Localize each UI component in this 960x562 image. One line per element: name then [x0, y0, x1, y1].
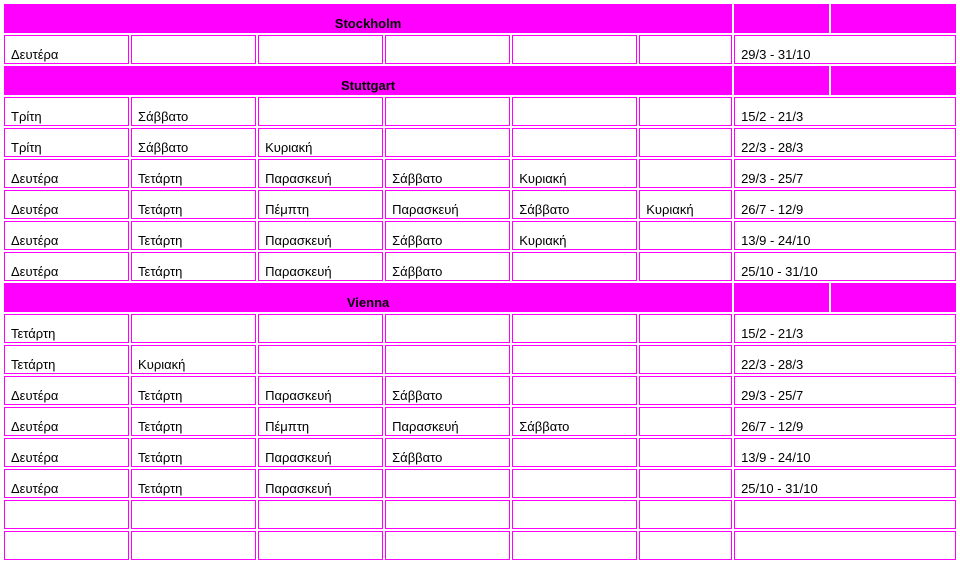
day-cell: Τετάρτη — [131, 376, 256, 405]
date-range-cell: 13/9 - 24/10 — [734, 438, 956, 467]
schedule-row — [4, 345, 956, 374]
day-cell: Σάββατο — [385, 221, 510, 250]
day-cell: Παρασκευή — [258, 376, 383, 405]
day-cell — [639, 345, 732, 374]
day-cell — [639, 252, 732, 281]
day-cell — [4, 500, 129, 529]
day-cell: Σάββατο — [385, 376, 510, 405]
schedule-row — [4, 128, 956, 157]
day-cell: Σάββατο — [512, 407, 637, 436]
day-cell — [385, 97, 510, 126]
day-cell: Δευτέρα — [4, 407, 129, 436]
day-cell: Πέμπτη — [258, 407, 383, 436]
day-cell — [512, 469, 637, 498]
day-cell — [385, 35, 510, 64]
day-cell: Κυριακή — [512, 159, 637, 188]
city-header-row — [4, 4, 956, 33]
day-cell — [385, 345, 510, 374]
day-cell: Παρασκευή — [385, 407, 510, 436]
day-cell — [258, 345, 383, 374]
schedule-row — [4, 314, 956, 343]
day-cell: Δευτέρα — [4, 190, 129, 219]
city-header-row — [4, 66, 956, 95]
date-range-cell: 15/2 - 21/3 — [734, 97, 956, 126]
day-cell: Παρασκευή — [258, 438, 383, 467]
day-cell — [258, 35, 383, 64]
day-cell: Τετάρτη — [131, 159, 256, 188]
day-cell: Παρασκευή — [258, 221, 383, 250]
schedule-row — [4, 97, 956, 126]
day-cell: Κυριακή — [258, 128, 383, 157]
schedule-row — [4, 469, 956, 498]
day-cell — [512, 345, 637, 374]
day-cell: Τετάρτη — [131, 221, 256, 250]
schedule-row — [4, 407, 956, 436]
day-cell: Σάββατο — [131, 128, 256, 157]
date-range-cell: 29/3 - 25/7 — [734, 159, 956, 188]
day-cell — [639, 500, 732, 529]
day-cell — [512, 438, 637, 467]
city-header: Stuttgart — [4, 66, 732, 95]
day-cell: Κυριακή — [512, 221, 637, 250]
day-cell: Δευτέρα — [4, 438, 129, 467]
city-header: Stockholm — [4, 4, 732, 33]
day-cell: Τρίτη — [4, 128, 129, 157]
header-filler-cell — [734, 4, 829, 33]
date-range-cell: 29/3 - 25/7 — [734, 376, 956, 405]
day-cell: Παρασκευή — [258, 252, 383, 281]
schedule-row — [4, 35, 956, 64]
day-cell: Σάββατο — [385, 159, 510, 188]
schedule-row — [4, 221, 956, 250]
day-cell — [131, 35, 256, 64]
day-cell: Πέμπτη — [258, 190, 383, 219]
day-cell — [385, 128, 510, 157]
date-range-cell: 29/3 - 31/10 — [734, 35, 956, 64]
day-cell — [639, 469, 732, 498]
day-cell — [512, 314, 637, 343]
day-cell: Κυριακή — [639, 190, 732, 219]
header-filler-cell — [831, 66, 956, 95]
day-cell — [385, 500, 510, 529]
day-cell: Δευτέρα — [4, 221, 129, 250]
schedule-body — [4, 4, 956, 560]
date-range-cell: 15/2 - 21/3 — [734, 314, 956, 343]
day-cell: Δευτέρα — [4, 469, 129, 498]
day-cell — [258, 97, 383, 126]
day-cell — [131, 314, 256, 343]
day-cell — [639, 35, 732, 64]
header-filler-cell — [831, 283, 956, 312]
schedule-row — [4, 438, 956, 467]
day-cell: Σάββατο — [385, 252, 510, 281]
schedule-row — [4, 500, 956, 529]
day-cell: Τετάρτη — [131, 438, 256, 467]
day-cell: Τετάρτη — [131, 407, 256, 436]
day-cell — [639, 314, 732, 343]
header-filler-cell — [831, 4, 956, 33]
day-cell: Τετάρτη — [131, 190, 256, 219]
schedule-row — [4, 376, 956, 405]
date-range-cell: 22/3 - 28/3 — [734, 345, 956, 374]
day-cell: Σάββατο — [131, 97, 256, 126]
date-range-cell: 13/9 - 24/10 — [734, 221, 956, 250]
day-cell — [639, 221, 732, 250]
city-header: Vienna — [4, 283, 732, 312]
day-cell — [512, 500, 637, 529]
day-cell — [639, 376, 732, 405]
date-range-cell — [734, 500, 956, 529]
day-cell: Σάββατο — [385, 438, 510, 467]
date-range-cell: 25/10 - 31/10 — [734, 252, 956, 281]
date-range-cell: 26/7 - 12/9 — [734, 407, 956, 436]
day-cell: Παρασκευή — [258, 469, 383, 498]
date-range-cell: 26/7 - 12/9 — [734, 190, 956, 219]
day-cell: Τετάρτη — [4, 345, 129, 374]
day-cell — [512, 35, 637, 64]
day-cell: Σάββατο — [512, 190, 637, 219]
day-cell — [258, 314, 383, 343]
day-cell — [639, 407, 732, 436]
day-cell — [385, 314, 510, 343]
day-cell: Δευτέρα — [4, 252, 129, 281]
schedule-table — [2, 2, 958, 562]
day-cell — [639, 128, 732, 157]
day-cell — [385, 469, 510, 498]
day-cell: Παρασκευή — [258, 159, 383, 188]
header-filler-cell — [734, 66, 829, 95]
city-header-row — [4, 283, 956, 312]
day-cell — [512, 97, 637, 126]
day-cell: Παρασκευή — [385, 190, 510, 219]
day-cell — [639, 438, 732, 467]
date-range-cell: 22/3 - 28/3 — [734, 128, 956, 157]
day-cell — [512, 376, 637, 405]
day-cell: Δευτέρα — [4, 35, 129, 64]
schedule-row — [4, 190, 956, 219]
day-cell: Τετάρτη — [4, 314, 129, 343]
schedule-row — [4, 159, 956, 188]
day-cell — [639, 159, 732, 188]
day-cell: Τετάρτη — [131, 252, 256, 281]
day-cell — [512, 128, 637, 157]
schedule-row — [4, 252, 956, 281]
day-cell — [639, 97, 732, 126]
day-cell — [258, 500, 383, 529]
day-cell: Τετάρτη — [131, 469, 256, 498]
day-cell: Δευτέρα — [4, 376, 129, 405]
day-cell — [512, 252, 637, 281]
day-cell: Κυριακή — [131, 345, 256, 374]
header-filler-cell — [734, 283, 829, 312]
day-cell: Τρίτη — [4, 97, 129, 126]
date-range-cell: 25/10 - 31/10 — [734, 469, 956, 498]
day-cell: Δευτέρα — [4, 159, 129, 188]
day-cell — [131, 500, 256, 529]
